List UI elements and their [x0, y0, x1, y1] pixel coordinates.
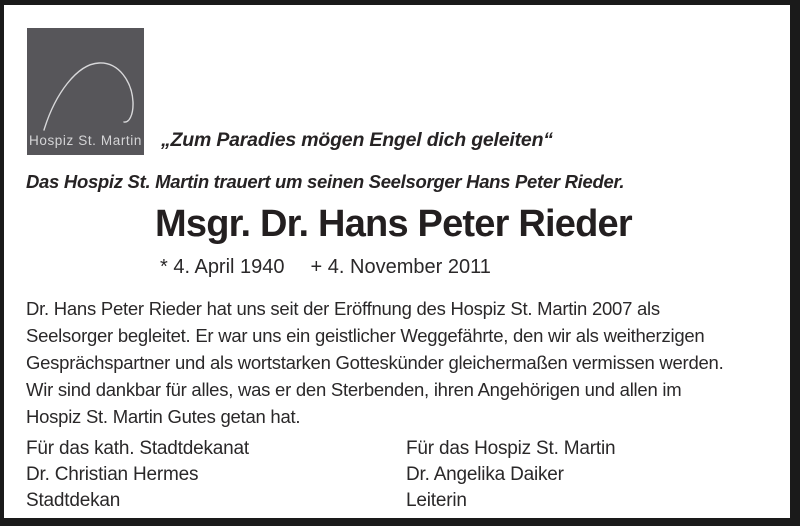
logo-label: Hospiz St. Martin — [29, 133, 142, 148]
signature-name: Dr. Angelika Daiker — [406, 464, 564, 485]
hospiz-logo — [27, 28, 144, 155]
obituary-text — [26, 295, 723, 430]
death-date: + 4. November 2011 — [310, 256, 491, 278]
memorial-quote: „Zum Paradies mögen Engel dich geleiten“ — [161, 129, 553, 151]
signature-org: Für das Hospiz St. Martin — [406, 438, 616, 459]
notice-sheet — [4, 5, 790, 518]
signature-org: Für das kath. Stadtdekanat — [26, 438, 249, 459]
birth-date: * 4. April 1940 — [160, 256, 285, 278]
signature-name: Dr. Christian Hermes — [26, 464, 199, 485]
deceased-name: Msgr. Dr. Hans Peter Rieder — [155, 203, 632, 245]
life-dates — [160, 256, 491, 279]
signature-role: Leiterin — [406, 490, 467, 511]
signature-stadtdekanat — [26, 436, 249, 514]
signature-role: Stadtdekan — [26, 490, 121, 511]
obituary-line: Dr. Hans Peter Rieder hat uns seit der Eröffnung des Hospiz St. Martin 2007 als — [26, 298, 660, 319]
obituary-line: Wir sind dankbar für alles, was er den Sterbenden, ihren Angehörigen und allen im — [26, 379, 682, 400]
obituary-line: Gesprächspartner und als wortstarken Gotteskünder gleichermaßen vermissen werden. — [26, 352, 724, 373]
obituary-line: Seelsorger begleitet. Er war uns ein geistlicher Weggefährte, den wir als weitherzigen — [26, 325, 705, 346]
obituary-line: Hospiz St. Martin Gutes getan hat. — [26, 406, 301, 427]
signature-hospiz — [406, 436, 615, 514]
mourning-line: Das Hospiz St. Martin trauert um seinen Seelsorger Hans Peter Rieder. — [26, 171, 625, 192]
